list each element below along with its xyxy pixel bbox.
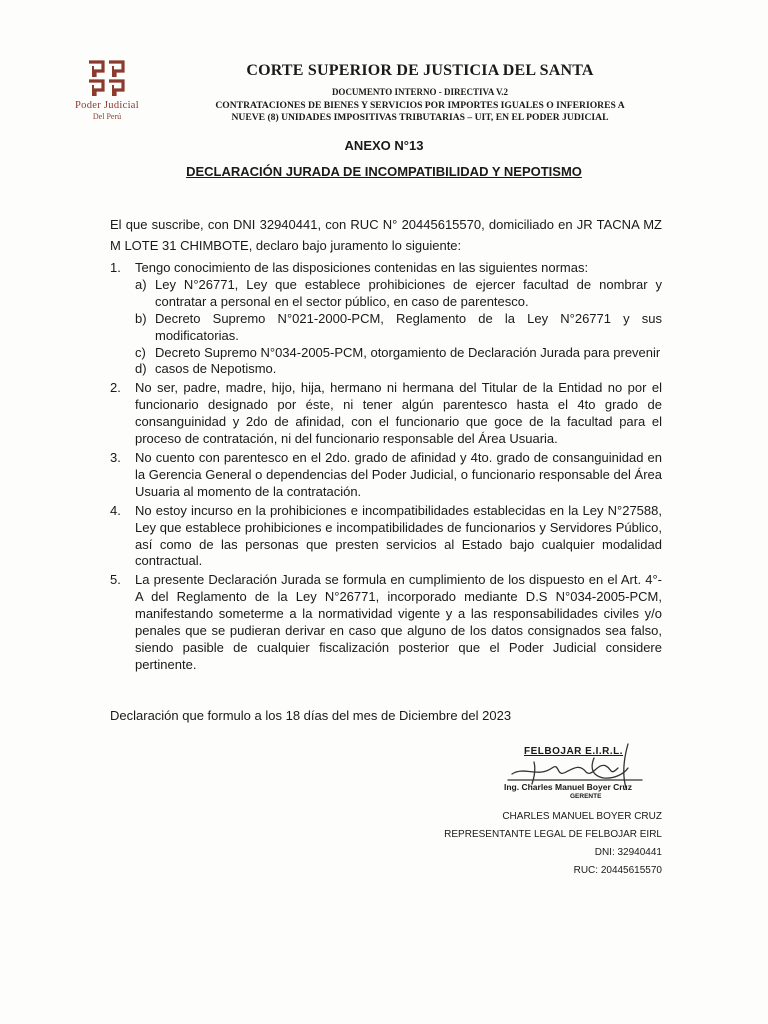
item-number: 3. <box>110 449 121 465</box>
sub-item-letter: c) <box>135 344 146 360</box>
list-item <box>110 503 662 571</box>
declaration-title <box>0 164 768 179</box>
item-number: 5. <box>110 572 121 588</box>
annex-number: ANEXO N°13 <box>344 138 424 153</box>
declaration-list <box>110 260 662 676</box>
sub-item-letter: a) <box>135 276 147 292</box>
stamp-engineer-name: Ing. Charles Manuel Boyer Cruz <box>504 782 632 792</box>
sub-item-text: casos de Nepotismo. <box>155 361 277 377</box>
signer-position: REPRESENTANTE LEGAL DE FELBOJAR EIRL <box>444 829 662 840</box>
item-text: La presente Declaración Jurada se formula en cumplimiento de los dispuesto en el Art. 4°- A del Reglamento de la Ley N°26771, incorporado mediante D.S N°034-2005-PCM, manifestando someterme a la normatividad vigente y a las responsabilidades civiles y/o penales que se pudieran derivar en caso que alguno de los datos consignados sea falso, siendo pasible de cualquier fiscalización posterior que el Poder Judicial considere pertinente. <box>135 572 662 672</box>
item-text: Tengo conocimiento de las disposiciones contenidas en las siguientes normas: <box>135 260 589 275</box>
list-item <box>110 260 662 378</box>
signer-ruc: RUC: 20445615570 <box>573 865 662 876</box>
signer-name: CHARLES MANUEL BOYER CRUZ <box>502 811 662 822</box>
list-item <box>110 450 662 501</box>
stamp-role: GERENTE <box>570 793 602 800</box>
sub-list-item <box>135 345 662 362</box>
document-description-line: CONTRATACIONES DE BIENES Y SERVICIOS POR IMPORTES IGUALES O INFERIORES A <box>215 100 625 111</box>
document-type: DOCUMENTO INTERNO - DIRECTIVA V.2 <box>331 87 509 97</box>
closing-statement: Declaración que formulo a los 18 días del mes de Diciembre del 2023 <box>110 708 512 723</box>
institution-logo <box>62 58 152 121</box>
signer-block <box>444 808 662 880</box>
institution-name: Poder Judicial <box>75 100 139 111</box>
list-item <box>110 572 662 673</box>
sub-item-text: Decreto Supremo N°034-2005-PCM, otorgamiento de Declaración Jurada para prevenir <box>155 344 661 360</box>
poder-judicial-logo-icon <box>85 58 129 98</box>
sub-list-item <box>135 311 662 345</box>
list-item <box>110 380 662 448</box>
sub-list-item <box>135 361 662 378</box>
item-number: 1. <box>110 260 121 275</box>
sub-item-letter: b) <box>135 310 147 326</box>
sub-list-item <box>135 277 662 311</box>
court-title: CORTE SUPERIOR DE JUSTICIA DEL SANTA <box>246 62 594 79</box>
document-description-line: NUEVE (8) UNIDADES IMPOSITIVAS TRIBUTARIAS – UIT, EN EL PODER JUDICIAL <box>231 112 609 123</box>
sub-item-text: Decreto Supremo N°021-2000-PCM, Reglamento de la Ley N°26771 y sus modificatorias. <box>155 310 662 343</box>
item-text: No estoy incurso en la prohibiciones e incompatibilidades establecidas en la Ley N°27588, Ley que establece prohibiciones e incompatibilidades de funcionarios y Servidores Público, así como de las personas que presten servicios al Estado bajo cualquier modalidad contractual. <box>135 502 662 569</box>
item-number: 4. <box>110 502 121 518</box>
item-text: No cuento con parentesco en el 2do. grado de afinidad y 4to. grado de consanguinidad en la Gerencia General o dependencias del Poder Judicial, o funcionario responsable del Área Usuaria al momento de la contratación. <box>135 449 662 499</box>
signer-dni: DNI: 32940441 <box>594 847 662 858</box>
item-number: 2. <box>110 380 121 396</box>
company-stamp <box>494 738 654 800</box>
document-description <box>150 100 690 124</box>
sub-item-letter: d) <box>135 361 147 377</box>
item-text: No ser, padre, madre, hijo, hija, hermano ni hermana del Titular de la Entidad no por el funcionario designado por éste, ni tener algún parentesco hasta el 4to grado de consanguinidad y 2do de afinidad, con el funcionario que goce de la facultad para el proceso de contratación, ni del funcionario responsable del Área Usuaria. <box>135 380 662 447</box>
intro-paragraph: El que suscribe, con DNI 32940441, con RUC N° 20445615570, domiciliado en JR TACNA MZ M LOTE 31 CHIMBOTE, declaro bajo juramento lo siguiente: <box>110 217 662 253</box>
stamp-company-name: FELBOJAR E.I.R.L. <box>524 746 624 757</box>
sub-item-text: Ley N°26771, Ley que establece prohibiciones de ejercer facultad de nombrar y contratar a personal en el sector público, en caso de parentesco. <box>155 276 662 309</box>
institution-subname: Del Perú <box>92 112 122 121</box>
declaration-title-text: DECLARACIÓN JURADA DE INCOMPATIBILIDAD Y NEPOTISMO <box>186 164 582 179</box>
sub-list <box>135 277 662 378</box>
